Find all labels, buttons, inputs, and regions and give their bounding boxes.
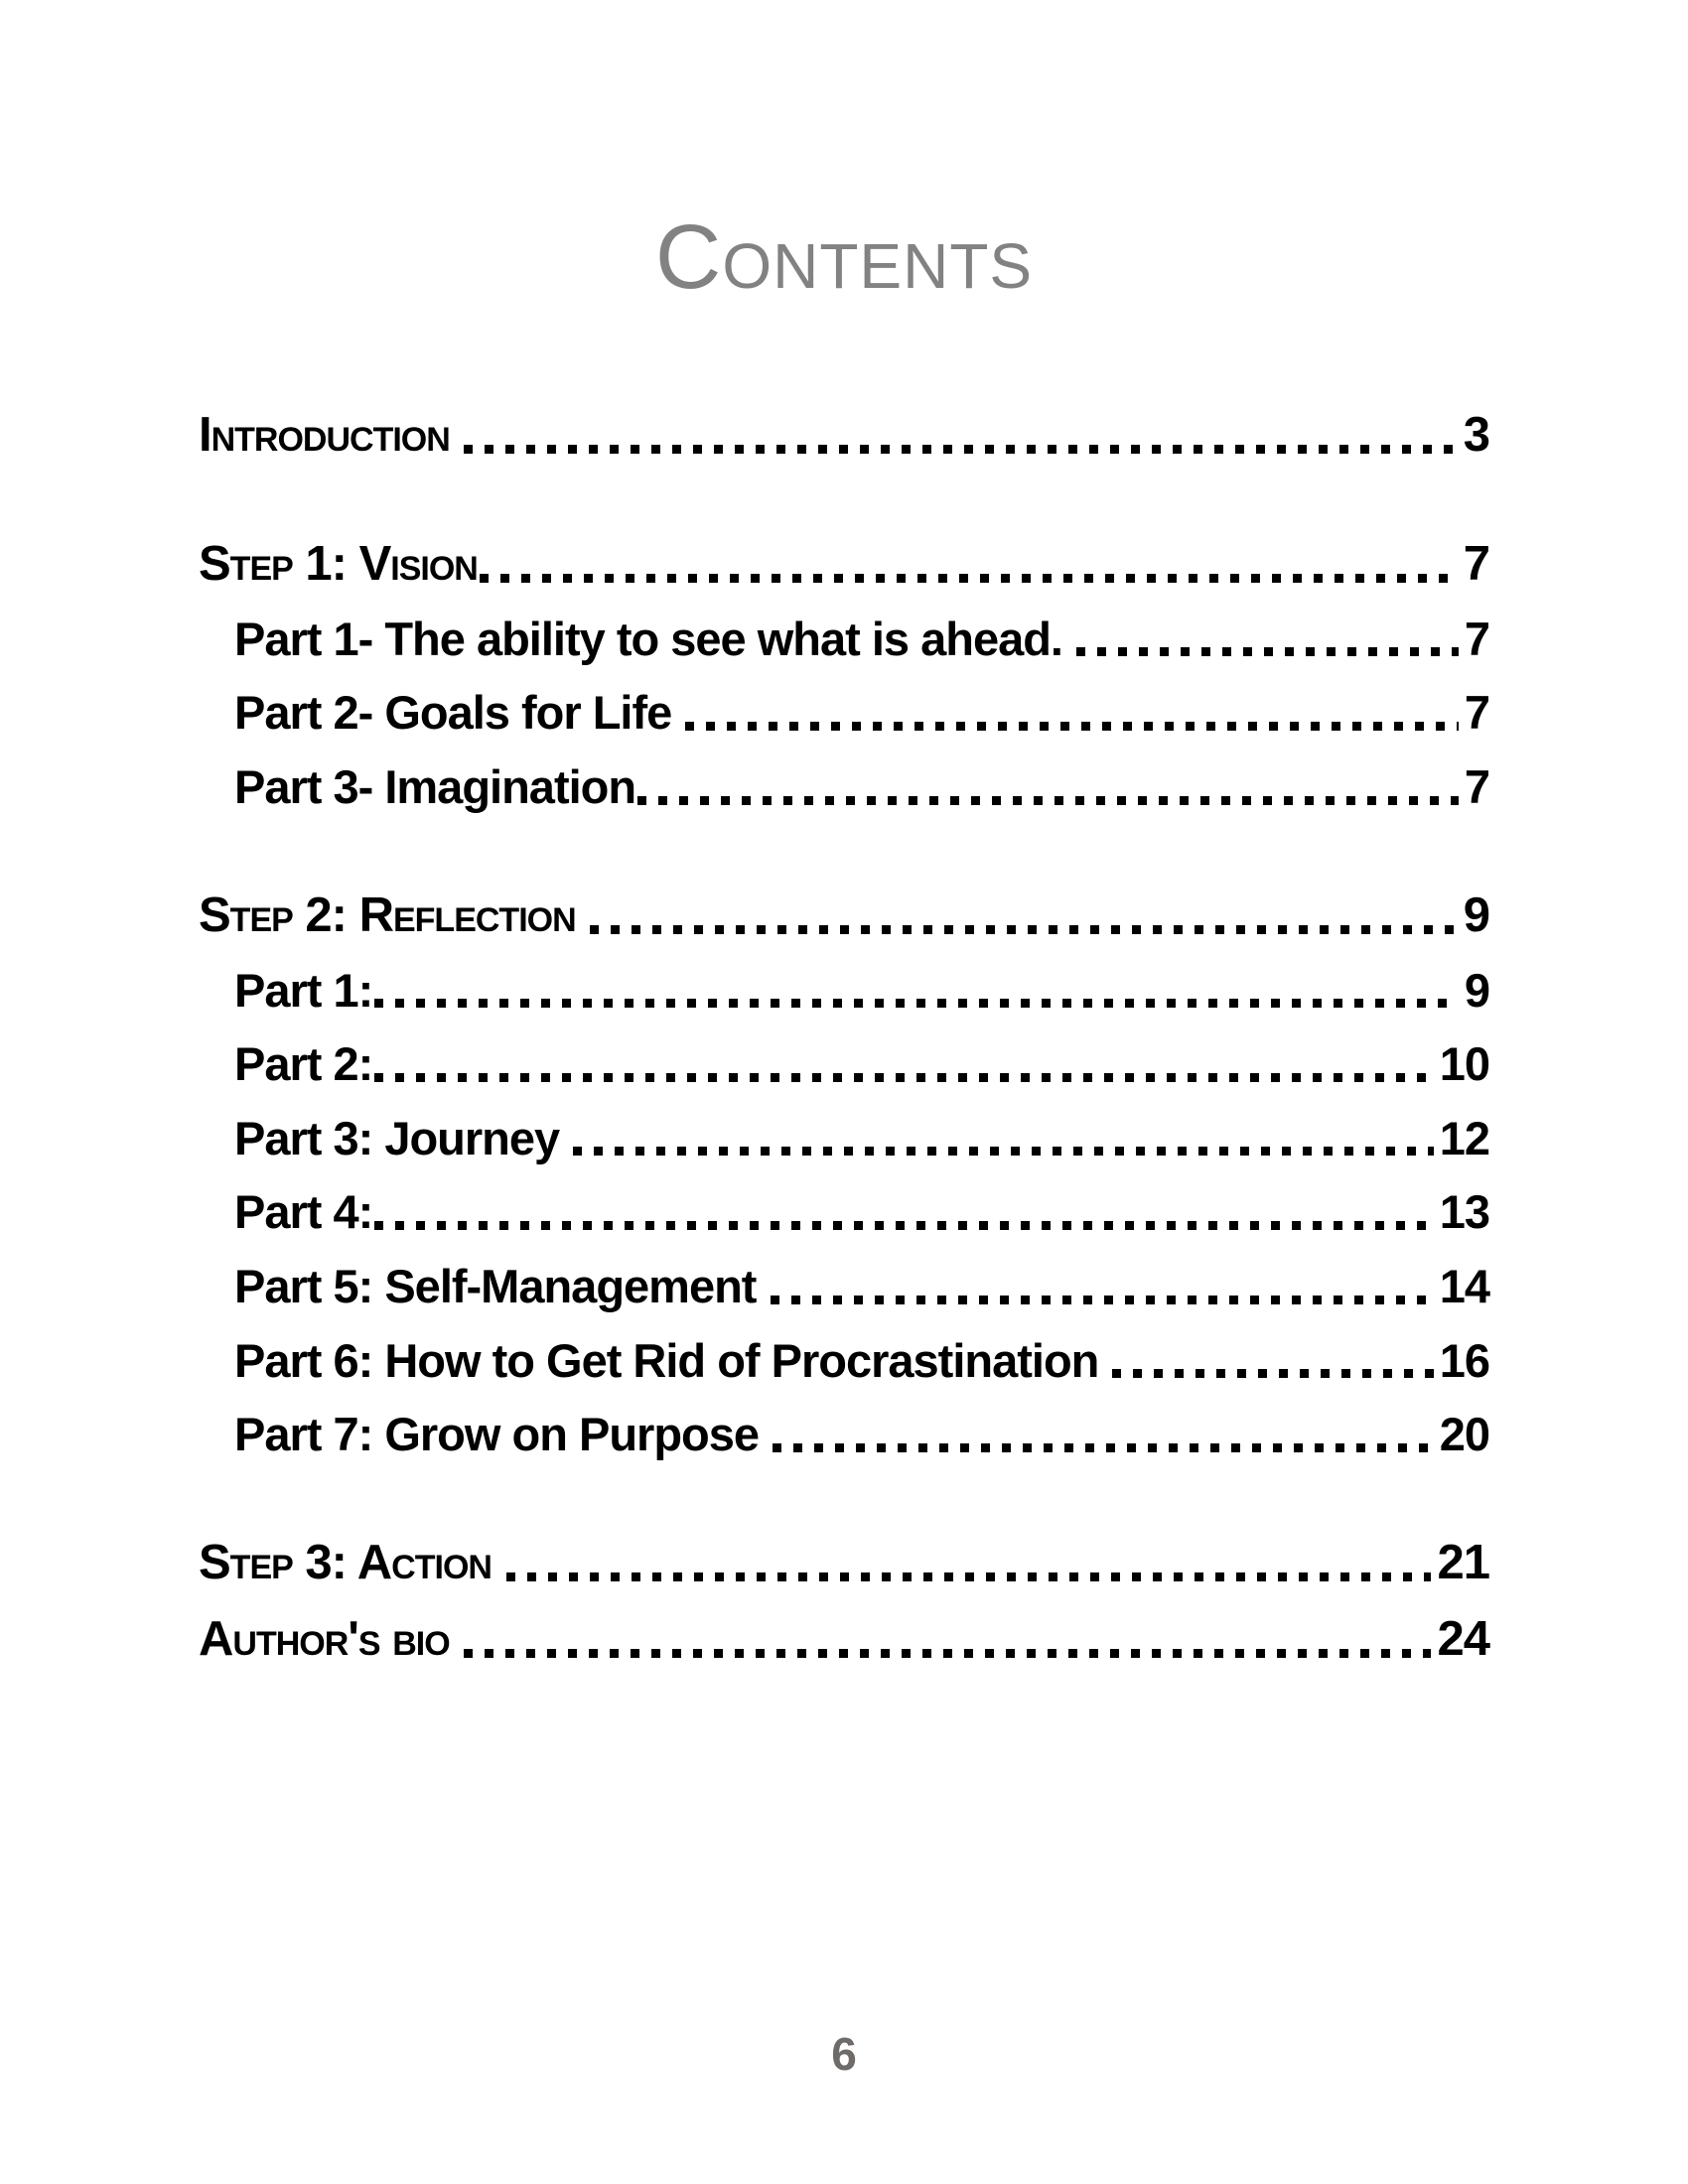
- toc-page-number: 7: [1464, 612, 1489, 665]
- dot-leader: [685, 722, 1459, 731]
- toc-page-number: 21: [1437, 1535, 1489, 1589]
- toc-entry-label: Part 1- The ability to see what is ahead.: [234, 612, 1075, 665]
- toc-entry-label: Part 1:: [234, 963, 373, 1017]
- toc-page-number: 3: [1463, 408, 1489, 462]
- toc-entry-part-7-grow-on-purpose: [199, 1409, 1489, 1461]
- toc-entry-step-2-reflection: [199, 888, 1489, 943]
- dot-leader: [1076, 647, 1459, 656]
- toc-entry-part-6-procrastination: [199, 1335, 1489, 1388]
- dot-leader: [771, 1296, 1434, 1304]
- dot-leader: [374, 1221, 1433, 1230]
- toc-entry-label: Author's bio: [199, 1611, 463, 1666]
- toc-entry-step-3-action: [199, 1536, 1489, 1590]
- toc-page-number: 7: [1463, 536, 1489, 591]
- page-title: Contents: [654, 206, 1034, 308]
- toc-page-number: 7: [1464, 686, 1489, 740]
- dot-leader: [1112, 1369, 1433, 1378]
- toc-entry-step-1-vision: [199, 537, 1489, 592]
- dot-leader: [374, 1073, 1433, 1082]
- toc-page-number: 9: [1463, 887, 1489, 942]
- toc-entry-introduction: [199, 408, 1489, 463]
- dot-leader: [464, 1649, 1431, 1658]
- toc-entry-part-2-goals: [199, 687, 1489, 740]
- toc-entry-part-1-ability: [199, 614, 1489, 666]
- toc-page-number: 14: [1439, 1260, 1489, 1312]
- toc-page-number: 7: [1464, 760, 1489, 813]
- page-footer: [0, 2027, 1688, 2081]
- toc-entry-authors-bio: [199, 1612, 1489, 1667]
- toc-page-number: 9: [1464, 963, 1489, 1017]
- toc-entry-label: Part 3: Journey: [234, 1111, 572, 1164]
- toc-entry-part-2: [199, 1038, 1489, 1091]
- dot-leader: [573, 1147, 1433, 1156]
- toc-entry-part-1: [199, 965, 1489, 1018]
- toc-entry-label: Part 4:: [234, 1185, 373, 1239]
- toc-entry-label: Step 3: Action: [199, 1535, 504, 1589]
- toc-page-number: 20: [1439, 1408, 1489, 1461]
- toc-entry-label: Part 7: Grow on Purpose: [234, 1408, 772, 1461]
- toc-entry-part-3-journey: [199, 1113, 1489, 1165]
- folio-page-number: 6: [831, 2028, 857, 2080]
- toc-entry-label: Step 1: Vision: [199, 536, 478, 591]
- toc-entry-part-4: [199, 1186, 1489, 1239]
- toc-entry-label: Part 6: How to Get Rid of Procrastination: [234, 1333, 1111, 1387]
- toc-entry-part-3-imagination: [199, 761, 1489, 814]
- dot-leader: [590, 925, 1457, 934]
- toc-page-number: 10: [1439, 1037, 1489, 1091]
- dot-leader: [374, 999, 1459, 1008]
- toc-entry-part-5-self-management: [199, 1261, 1489, 1313]
- toc-entry-label: Part 2:: [234, 1037, 373, 1091]
- toc-page-number: 13: [1439, 1185, 1489, 1239]
- dot-leader: [464, 445, 1457, 454]
- dot-leader: [506, 1572, 1432, 1581]
- toc-page-number: 16: [1439, 1333, 1489, 1387]
- toc-entry-label: Step 2: Reflection: [199, 887, 589, 942]
- dot-leader: [637, 796, 1459, 805]
- toc-entry-label: Part 3- Imagination: [234, 760, 636, 813]
- toc-entry-label: Part 5: Self-Management: [234, 1260, 769, 1312]
- toc-entry-label: Introduction: [199, 408, 463, 462]
- toc-page-number: 12: [1439, 1111, 1489, 1164]
- toc-entry-label: Part 2- Goals for Life: [234, 686, 684, 740]
- dot-leader: [480, 574, 1458, 583]
- toc-page-number: 24: [1437, 1611, 1489, 1666]
- dot-leader: [773, 1443, 1434, 1452]
- table-of-contents: [199, 408, 1489, 1667]
